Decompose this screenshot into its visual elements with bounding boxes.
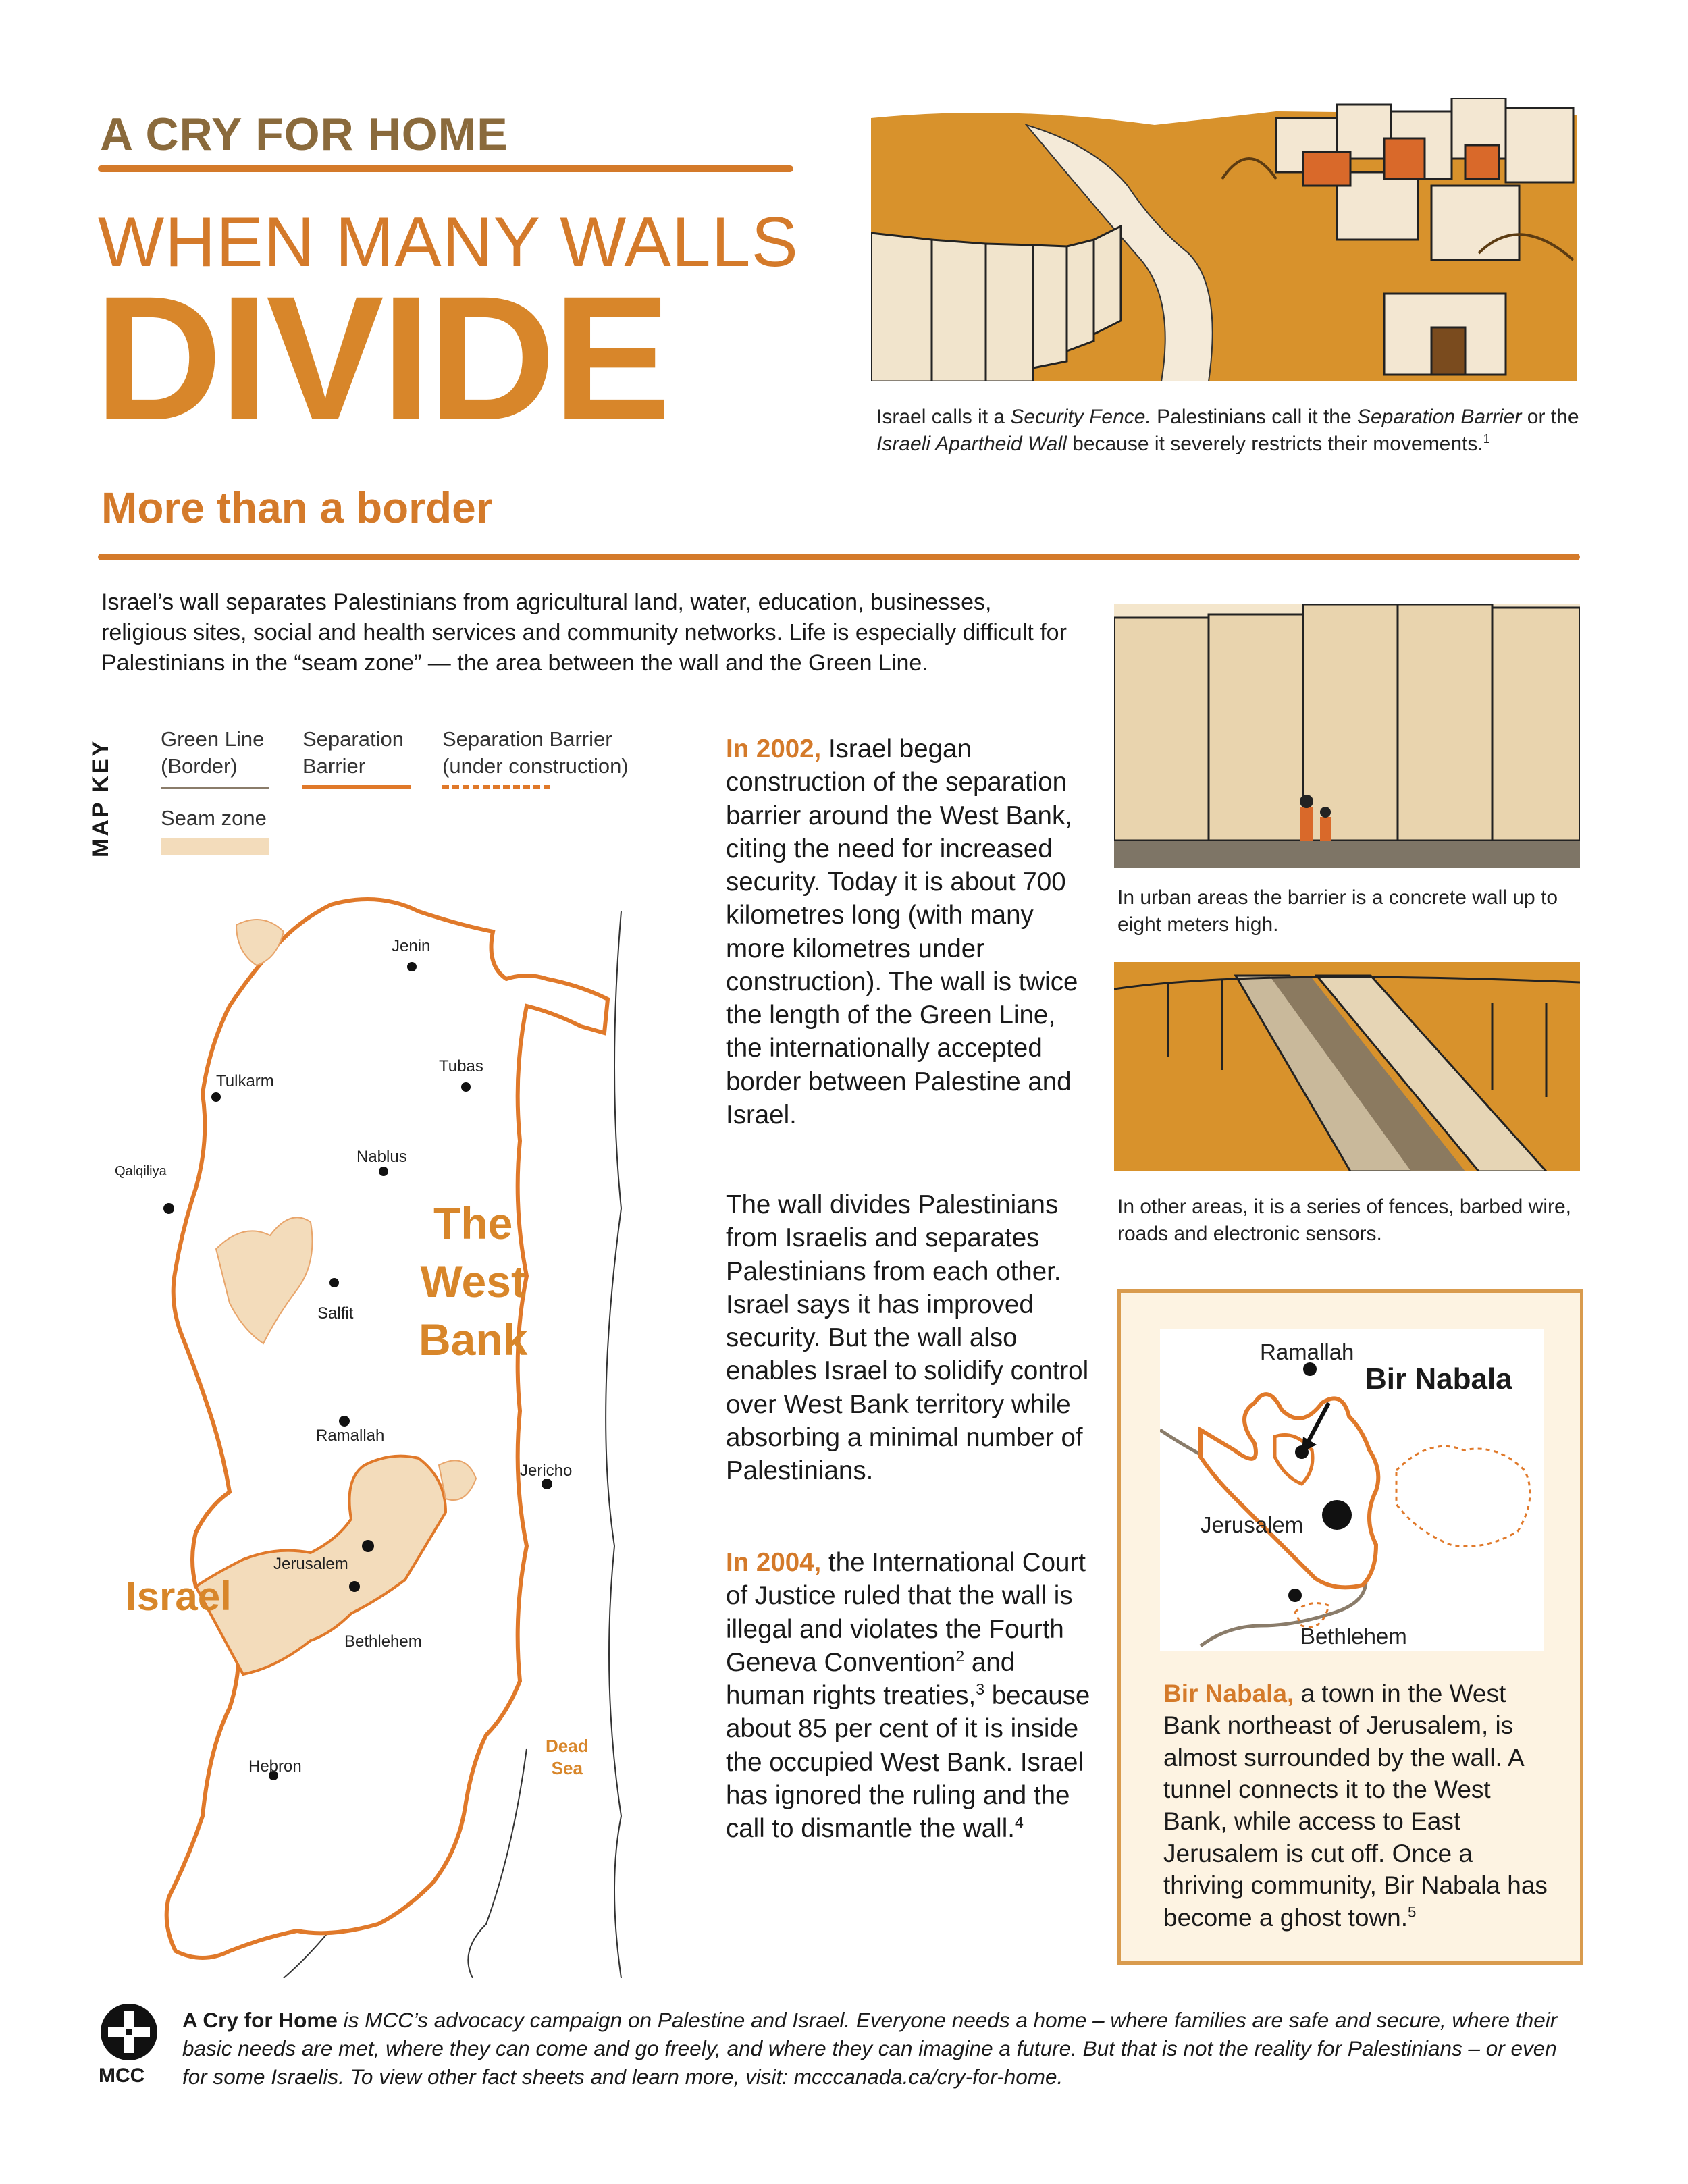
urban-caption: In urban areas the barrier is a concrete wall up to eight meters high. <box>1117 886 1558 936</box>
key-green-line-swatch <box>161 787 269 789</box>
map-key-title: MAP KEY <box>88 739 113 857</box>
kicker-rule <box>98 165 793 172</box>
jenin-dot <box>407 962 417 971</box>
tubas-dot <box>461 1082 471 1092</box>
tulkarm-dot <box>211 1092 221 1102</box>
mcc-logo <box>99 2002 159 2062</box>
mcc-logo-text: MCC <box>99 2065 145 2087</box>
label-nablus: Nablus <box>357 1148 407 1166</box>
inset-bethlehem-dot <box>1288 1589 1302 1602</box>
title-line-2: DIVIDE <box>95 259 668 457</box>
inset-label-jerusalem: Jerusalem <box>1201 1512 1304 1537</box>
article-paragraph-2: The wall divides Palestinians from Israelis and separates Palestinians from each other. Israel says it has improved security. But the wall also enables Israel to solidify control over West Bank territory while absorbing a minimal number of Palestinians. <box>726 1190 1089 1486</box>
key-green-line: Green Line (Border) <box>161 727 265 778</box>
footer-text: A Cry for Home is MCC’s advocacy campaign on Palestine and Israel. Everyone needs a home – where families are safe and secure, where their basic needs are met, where they can come and go freely, and where they can imagine a future. But that is not the reality for Palestinians – or even for some Israelis. To view other fact sheets and learn more, visit: mcccanada.ca/cry-for-home. <box>182 2008 1558 2089</box>
label-bethlehem: Bethlehem <box>344 1632 422 1651</box>
key-barrier: Separation Barrier <box>302 727 404 778</box>
label-tubas: Tubas <box>439 1057 483 1075</box>
article-paragraph-3: In 2004, the International Court of Justice ruled that the wall is illegal and violates the Fourth Geneva Convention$^2$ and human rights treaties,$^3$ because about 85 per cent of it is inside the occupied West Bank. Israel has ignored the ruling and the call to dismantle the wall.$^4$ <box>726 1548 1090 1844</box>
fence-illustration <box>1114 962 1580 1171</box>
salfit-dot <box>329 1278 339 1287</box>
inset-label-bethlehem: Bethlehem <box>1300 1624 1407 1649</box>
key-seam-swatch <box>161 838 269 855</box>
intro-paragraph: Israel’s wall separates Palestinians from agricultural land, water, education, businesses, religious sites, social and health services and community networks. Life is especially difficult for Palestinians in the “seam zone” — the area between the wall and the Green Line. <box>101 589 1067 676</box>
label-jericho: Jericho <box>520 1462 573 1480</box>
label-jerusalem: Jerusalem <box>273 1555 348 1573</box>
qalqiliya-dot <box>163 1203 174 1214</box>
west-bank-map <box>108 871 648 1978</box>
inset-jerusalem-dot <box>1322 1500 1352 1530</box>
separation-barrier-outline <box>167 899 608 1958</box>
label-qalqiliya: Qalqiliya <box>115 1164 167 1179</box>
key-construction: Separation Barrier (under construction) <box>442 727 629 778</box>
bethlehem-dot <box>349 1581 360 1592</box>
inset-label-ramallah: Ramallah <box>1260 1339 1354 1364</box>
hero-wall-illustration <box>871 98 1577 381</box>
urban-wall-illustration <box>1114 604 1580 868</box>
west-bank-label: The West Bank <box>419 1198 528 1364</box>
dead-sea-label: Dead Sea <box>546 1736 589 1778</box>
inset-label-bir-nabala: Bir Nabala <box>1365 1362 1512 1395</box>
bir-nabala-text: Bir Nabala, a town in the West Bank northeast of Jerusalem, is almost surrounded by the wall. A tunnel connects it to the West Bank, while access to East Jerusalem is cut off. Once a thriving community, Bir Nabala has become a ghost town.$^5$ <box>1163 1680 1548 1932</box>
label-jenin: Jenin <box>392 937 431 955</box>
israel-label: Israel <box>126 1574 232 1619</box>
label-ramallah: Ramallah <box>316 1427 385 1445</box>
jordan-river-line <box>606 911 621 1978</box>
hero-caption: Israel calls it a Security Fence. Palestinians call it the Separation Barrier or the Israeli Apartheid Wall because it severely restricts their movements.$^1$ <box>876 406 1579 455</box>
article-paragraph-1: In 2002, Israel began construction of the separation barrier around the West Bank, citing the need for increased security. Today it is about 700 kilometres long (with many more kilometres under construction). The wall is twice the length of the Green Line, the internationally accepted border between Palestine and Israel. <box>726 735 1078 1129</box>
label-salfit: Salfit <box>317 1304 354 1323</box>
nablus-dot <box>379 1167 388 1176</box>
subtitle-rule <box>98 554 1580 560</box>
ramallah-dot <box>339 1416 350 1427</box>
title-line-1: WHEN MANY WALLS <box>98 203 799 282</box>
jerusalem-dot <box>362 1540 374 1552</box>
label-tulkarm: Tulkarm <box>216 1072 274 1090</box>
fence-caption: In other areas, it is a series of fences, barbed wire, roads and electronic sensors. <box>1117 1196 1571 1245</box>
subtitle: More than a border <box>101 483 493 532</box>
campaign-kicker: A CRY FOR HOME <box>100 109 508 160</box>
key-barrier-swatch <box>302 785 411 789</box>
label-hebron: Hebron <box>248 1757 302 1776</box>
key-construction-swatch <box>442 785 550 789</box>
key-seam-zone: Seam zone <box>161 806 267 830</box>
